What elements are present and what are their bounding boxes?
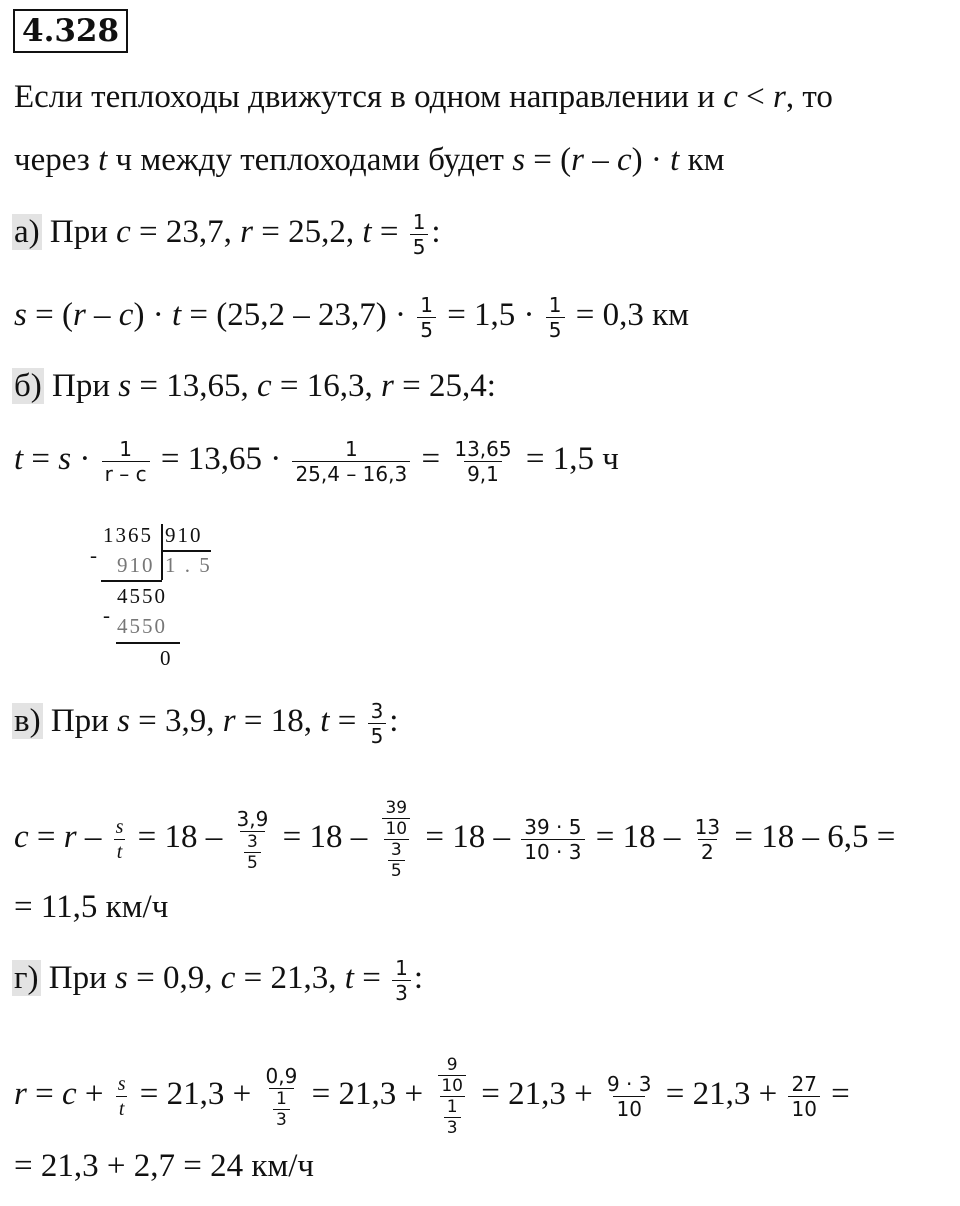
division-subtrahend-1: 910	[117, 553, 155, 577]
intro-line-1: Если теплоходы движутся в одном направлении и c < r, то	[14, 79, 833, 115]
fraction-product: $\frac{39 \cdot 5}{10 \cdot 3}$	[521, 815, 584, 864]
part-b-condition: б) При s = 13,65, c = 16,3, r = 25,4:	[14, 368, 496, 404]
division-line-1	[101, 580, 162, 582]
complex-fraction-1: $\frac{0,9}{\frac{1}{3}}$	[265, 1063, 298, 1130]
part-a-solution: s = (r – c) · t = (25,2 – 23,7) · $\frac{1}{5}$ = 1,5 · $\frac{1}{5}$ = 0,3 км	[14, 293, 690, 342]
complex-fraction-2: $\frac{\frac{39}{10}}{\frac{3}{5}}$	[378, 798, 414, 881]
division-dividend: 1365	[103, 523, 153, 547]
fraction-product: $\frac{9 \cdot 3}{10}$	[606, 1072, 652, 1121]
fraction-one-over-r-minus-c: $\frac{1}{r - c}$	[102, 437, 150, 486]
division-remainder-1: 4550	[117, 584, 167, 608]
part-v-label: в)	[14, 703, 41, 740]
division-vertical-bar	[161, 524, 163, 580]
minus-sign: -	[103, 603, 112, 627]
problem-number: 4.328	[13, 9, 128, 53]
part-a-label: а)	[14, 214, 40, 251]
fraction-one-fifth: $\frac{1}{5}$	[417, 293, 436, 342]
complex-fraction-1: $\frac{3,9}{\frac{3}{5}}$	[236, 806, 269, 873]
complex-fraction-2: $\frac{\frac{9}{10}}{\frac{1}{3}}$	[434, 1055, 470, 1138]
fraction-one-fifth: $\frac{1}{5}$	[546, 293, 565, 342]
part-g-condition: г) При s = 0,9, c = 21,3, t = $\frac{1}{3}$ :	[14, 956, 423, 1005]
division-remainder-2: 0	[160, 646, 173, 670]
fraction-s-over-t: $\frac{s}{t}$	[115, 816, 124, 863]
division-subtrahend-2: 4550	[117, 614, 167, 638]
part-v-solution: c = r – $\frac{s}{t}$ = 18 – $\frac{3,9}{\frac{3}{5}}$ = 18 – $\frac{\frac{39}{10}}{\frac{3}{5}}$ = 18 – $\frac{39 \cdot 5}{10 \cdot 3}$ = 18 – $\frac{13}{2}$ = 18 – 6,5 =	[14, 798, 896, 881]
part-b-label: б)	[14, 368, 42, 404]
part-b-solution: t = s · $\frac{1}{r - c}$ = 13,65 · $\frac{1}{25,4 - 16,3}$ = $\frac{13,65}{9,1}$ = 1,5 ч	[14, 437, 619, 486]
division-divisor: 910	[165, 523, 203, 547]
intro-line-2: через t ч между теплоходами будет s = (r – c) · t км	[14, 142, 725, 178]
part-v-result: = 11,5 км/ч	[14, 889, 169, 925]
part-a-condition: а) При c = 23,7, r = 25,2, t = $\frac{1}{5}$ :	[14, 210, 441, 259]
division-quotient-bar	[161, 550, 211, 552]
part-g-label: г)	[14, 960, 39, 997]
part-v-condition: в) При s = 3,9, r = 18, t = $\frac{3}{5}$ :	[14, 699, 399, 748]
fraction-three-fifths: $\frac{3}{5}$	[368, 699, 387, 748]
fraction-13-over-2: $\frac{13}{2}$	[694, 815, 721, 864]
fraction-s-over-t: $\frac{s}{t}$	[117, 1073, 126, 1120]
part-g-result: = 21,3 + 2,7 = 24 км/ч	[14, 1148, 315, 1184]
fraction-one-over-difference: $\frac{1}{25,4 - 16,3}$	[292, 437, 410, 486]
division-line-2	[116, 642, 180, 644]
fraction-one-fifth: $\frac{1}{5}$	[410, 210, 429, 259]
part-g-solution: r = c + $\frac{s}{t}$ = 21,3 + $\frac{0,9}{\frac{1}{3}}$ = 21,3 + $\frac{\frac{9}{10}}{\frac{1}{3}}$ = 21,3 + $\frac{9 \cdot 3}{10}$ = 21,3 + $\frac{27}{10}$ =	[14, 1055, 850, 1138]
minus-sign: -	[90, 543, 99, 567]
fraction-13-65-over-9-1: $\frac{13,65}{9,1}$	[454, 437, 512, 486]
fraction-27-over-10: $\frac{27}{10}$	[788, 1072, 819, 1121]
fraction-one-third: $\frac{1}{3}$	[392, 956, 411, 1005]
division-quotient: 1 . 5	[165, 553, 212, 577]
